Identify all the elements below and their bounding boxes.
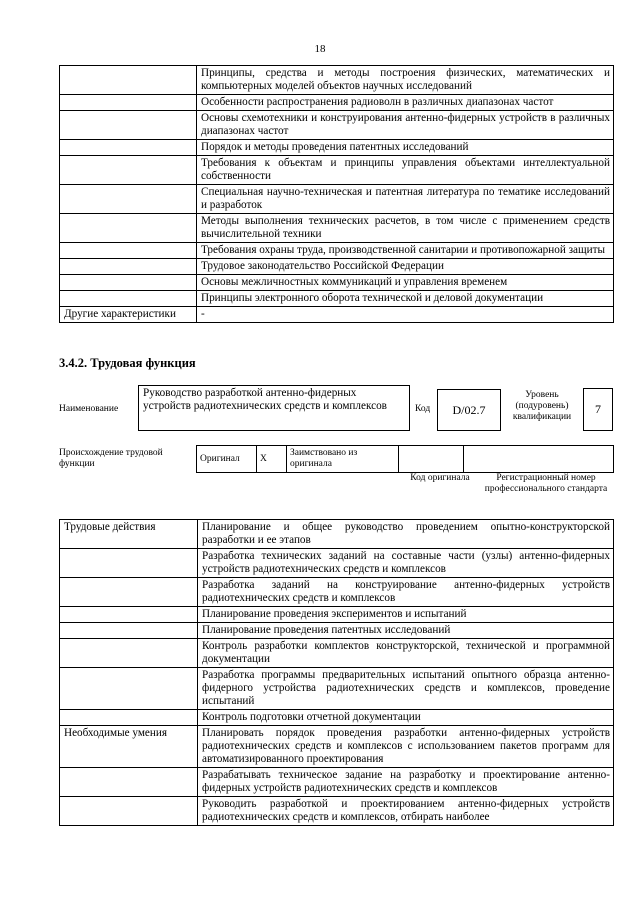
row-label: [60, 549, 198, 578]
table-row: [60, 578, 614, 607]
qualification-level-box: 7: [583, 388, 613, 431]
reg-number-cell: [464, 446, 614, 473]
knowledge-table: [59, 65, 614, 323]
row-label: [60, 156, 197, 185]
table-row: [60, 111, 614, 140]
code-label: Код: [415, 404, 431, 414]
row-text: Принципы электронного оборота технической и деловой документации: [197, 291, 614, 307]
table-row: [60, 520, 614, 549]
table-row: [60, 307, 614, 323]
row-label: [60, 259, 197, 275]
row-text: Методы выполнения технических расчетов, в том числе с применением средств вычислительной техники: [197, 214, 614, 243]
table-row: [60, 185, 614, 214]
row-label: [60, 797, 198, 826]
row-text: Основы схемотехники и конструирования антенно-фидерных устройств в различных диапазонах частот: [197, 111, 614, 140]
row-label: [60, 291, 197, 307]
row-label: Необходимые умения: [60, 726, 198, 768]
row-text: Планировать порядок проведения разработки антенно-фидерных устройств радиотехнических средств и комплексов с использованием пакетов программ для автоматизированного проектирования: [198, 726, 614, 768]
row-label: [60, 768, 198, 797]
table-row: [60, 607, 614, 623]
table-row: [60, 291, 614, 307]
row-label: Другие характеристики: [60, 307, 197, 323]
code-original-cell: [399, 446, 464, 473]
row-label: [60, 607, 198, 623]
row-label: [60, 185, 197, 214]
table-row: [60, 668, 614, 710]
row-text: Планирование проведения экспериментов и испытаний: [198, 607, 614, 623]
table-row: [60, 275, 614, 291]
row-text: Руководить разработкой и проектированием антенно-фидерных устройств радиотехнических средств и комплексов, отбирать наиболее: [198, 797, 614, 826]
row-text: Планирование проведения патентных исследований: [198, 623, 614, 639]
row-label: [60, 140, 197, 156]
labor-actions-table: [59, 519, 614, 826]
table-row: [60, 156, 614, 185]
row-text: Специальная научно-техническая и патентная литература по тематике исследований и разработок: [197, 185, 614, 214]
code-original-label: Код оригинала: [410, 473, 470, 483]
row-text: Планирование и общее руководство проведением опытно-конструкторской разработки и ее этапов: [198, 520, 614, 549]
row-label: [60, 95, 197, 111]
row-text: Основы межличностных коммуникаций и управления временем: [197, 275, 614, 291]
row-label: [60, 111, 197, 140]
page-number: 18: [314, 43, 326, 55]
table-row: [60, 726, 614, 768]
row-label: [60, 668, 198, 710]
row-label: [60, 66, 197, 95]
row-text: Требования охраны труда, производственной санитарии и противопожарной защиты: [197, 243, 614, 259]
table-row: [60, 768, 614, 797]
original-label: Оригинал: [197, 446, 257, 473]
row-label: [60, 214, 197, 243]
row-text: Разработка программы предварительных испытаний опытного образца антенно-фидерного устройства радиотехнических средств и комплексов, проведение испытаний: [198, 668, 614, 710]
table-row: [60, 95, 614, 111]
row-label: [60, 275, 197, 291]
table-row: [60, 214, 614, 243]
name-label: Наименование: [59, 404, 119, 414]
table-row: [60, 797, 614, 826]
row-text: -: [197, 307, 614, 323]
row-text: Разработка технических заданий на составные части (узлы) антенно-фидерных устройств радиотехнических средств и комплексов: [198, 549, 614, 578]
row-text: Особенности распространения радиоволн в различных диапазонах частот: [197, 95, 614, 111]
row-text: Разработка заданий на конструирование антенно-фидерных устройств радиотехнических средств и комплексов: [198, 578, 614, 607]
table-row: [60, 259, 614, 275]
row-label: Трудовые действия: [60, 520, 198, 549]
row-label: [60, 710, 198, 726]
row-label: [60, 639, 198, 668]
origin-table: [196, 445, 614, 473]
row-text: Контроль подготовки отчетной документации: [198, 710, 614, 726]
row-text: Контроль разработки комплектов конструкторской, технической и программной документации: [198, 639, 614, 668]
table-row: [60, 66, 614, 95]
row-label: [60, 578, 198, 607]
table-row: [60, 243, 614, 259]
table-row: [60, 549, 614, 578]
table-row: [60, 140, 614, 156]
row-text: Трудовое законодательство Российской Федерации: [197, 259, 614, 275]
row-text: Порядок и методы проведения патентных исследований: [197, 140, 614, 156]
qualification-level-label: Уровень (подуровень) квалификации: [512, 390, 572, 422]
function-code-box: D/02.7: [437, 389, 501, 431]
origin-label: Происхождение трудовой функции: [59, 448, 163, 469]
original-mark: X: [257, 446, 287, 473]
table-row: [60, 710, 614, 726]
section-title: 3.4.2. Трудовая функция: [59, 356, 196, 370]
table-row: [60, 623, 614, 639]
reg-number-label: Регистрационный номер профессионального стандарта: [484, 473, 608, 494]
row-text: Разрабатывать техническое задание на разработку и проектирование антенно-фидерных устройств радиотехнических средств и комплексов: [198, 768, 614, 797]
row-label: [60, 243, 197, 259]
borrowed-label: Заимствовано из оригинала: [287, 446, 399, 473]
row-label: [60, 623, 198, 639]
row-text: Требования к объектам и принципы управления объектами интеллектуальной собственности: [197, 156, 614, 185]
row-text: Принципы, средства и методы построения физических, математических и компьютерных моделей объектов научных исследований: [197, 66, 614, 95]
table-row: [60, 639, 614, 668]
function-name-box: Руководство разработкой антенно-фидерных устройств радиотехнических средств и комплексов: [138, 385, 410, 431]
